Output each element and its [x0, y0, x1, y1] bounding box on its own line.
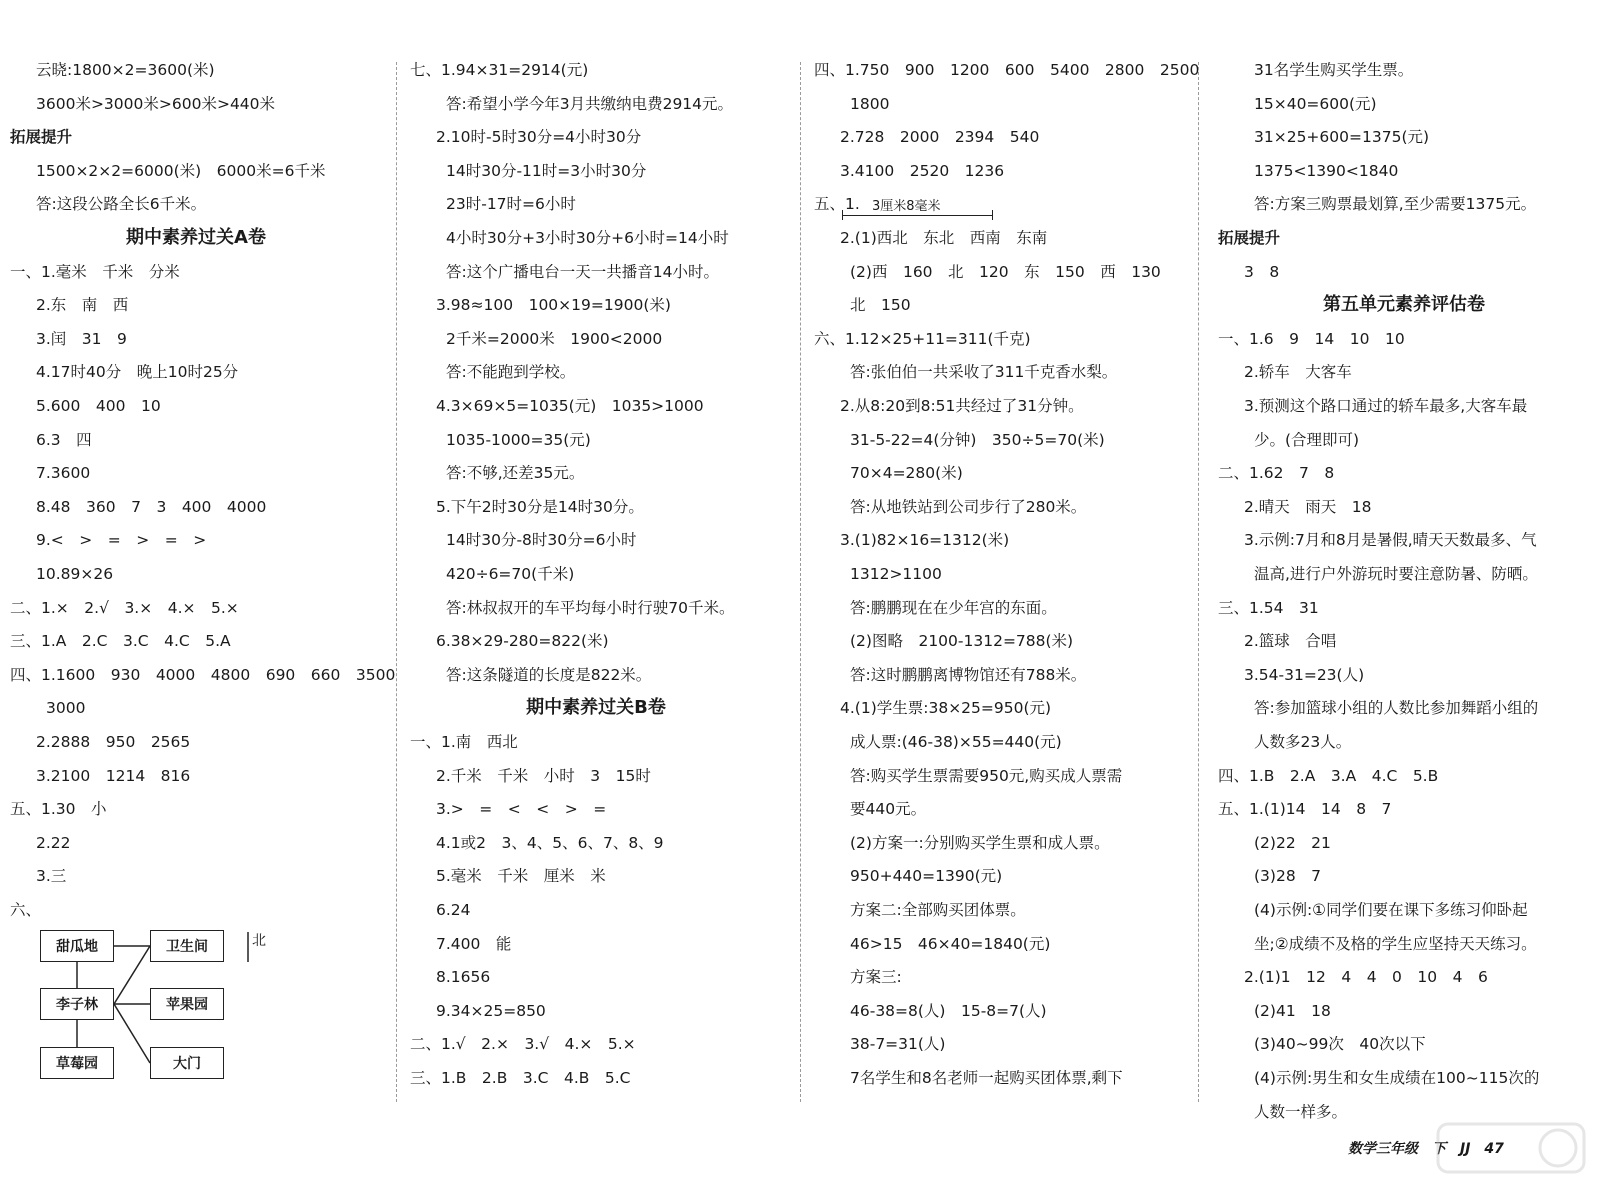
answer-line: 1375<1390<1840 — [1254, 161, 1399, 180]
answer-line: 要440元。 — [850, 800, 927, 819]
answer-line: 8.1656 — [436, 968, 491, 987]
answer-line: 答:购买学生票需要950元,购买成人票需 — [850, 766, 1123, 785]
answer-line: 31名学生购买学生票。 — [1254, 61, 1414, 79]
answer-line: 3.4100 2520 1236 — [840, 161, 1005, 180]
answer-line: 2.22 — [36, 833, 71, 852]
answer-line: 420÷6=70(千米) — [446, 565, 575, 583]
answer-line: 3600米>3000米>600米>440米 — [36, 94, 276, 113]
answer-line: 3.> = < < > = — [436, 800, 607, 819]
answer-line: 950+440=1390(元) — [850, 867, 1003, 886]
answer-line: 成人票:(46-38)×55=440(元) — [850, 733, 1062, 751]
column-divider — [1198, 62, 1199, 1102]
answer-line: 9.< > = > = > — [36, 531, 207, 550]
map-node-melon-field: 甜瓜地 — [40, 930, 114, 962]
answer-line: 答:参加篮球小组的人数比参加舞蹈小组的 — [1254, 699, 1539, 718]
answer-line: 2.千米 千米 小时 3 15时 — [436, 766, 651, 785]
answer-line: 2.轿车 大客车 — [1244, 363, 1352, 382]
answer-line: 3 8 — [1244, 262, 1280, 281]
answer-line: 46-38=8(人) 15-8=7(人) — [850, 1001, 1047, 1020]
answer-line: 2.从8:20到8:51共经过了31分钟。 — [840, 397, 1084, 415]
answer-line: 北 150 — [850, 296, 911, 315]
answer-line: 坐;②成绩不及格的学生应坚持天天练习。 — [1254, 934, 1537, 953]
answer-line: 6.24 — [436, 901, 471, 919]
answer-line: 七、1.94×31=2914(元) — [410, 61, 589, 79]
answer-line: 7.400 能 — [436, 934, 512, 953]
answer-line: 3.三 — [36, 867, 67, 886]
answer-line: 31×25+600=1375(元) — [1254, 128, 1430, 147]
answer-line: 方案二:全部购买团体票。 — [850, 901, 1026, 919]
answer-line: 温高,进行户外游玩时要注意防暑、防晒。 — [1254, 565, 1538, 583]
segment-endpoint — [992, 210, 993, 220]
answer-line: 一、1.南 西北 — [410, 733, 518, 751]
answer-line: 6.3 四 — [36, 430, 92, 449]
answer-line: 四、1.1600 930 4000 4800 690 660 3500 — [10, 665, 396, 684]
answer-column-3 — [804, 0, 1200, 1188]
answer-line: 三、1.B 2.B 3.C 4.B 5.C — [410, 1069, 631, 1087]
answer-line: 10.89×26 — [36, 565, 114, 583]
segment-label: 3厘米8毫米 — [872, 199, 941, 214]
answer-line: 8.48 360 7 3 400 4000 — [36, 497, 267, 516]
answer-line: 答:这段公路全长6千米。 — [36, 195, 207, 214]
answer-line: 3.预测这个路口通过的轿车最多,大客车最 — [1244, 397, 1528, 415]
answer-line: 2.728 2000 2394 540 — [840, 128, 1040, 147]
answer-line: 2.晴天 雨天 18 — [1244, 497, 1372, 516]
answer-line: 5.下午2时30分是14时30分。 — [436, 497, 644, 516]
answer-line: 二、1.√ 2.× 3.√ 4.× 5.× — [410, 1035, 636, 1054]
answer-line: 四、1.750 900 1200 600 5400 2800 2500 — [814, 61, 1200, 79]
answer-line: 五、1.(1)14 14 8 7 — [1218, 800, 1392, 819]
watermark-logo-icon — [1436, 1118, 1586, 1178]
page-footer: 数学三年级 下 JJ 47 — [1348, 1141, 1504, 1157]
answer-line: 38-7=31(人) — [850, 1035, 946, 1054]
section-title: 期中素养过关A卷 — [126, 227, 266, 248]
answer-line: 1800 — [850, 94, 890, 113]
answer-line: 4.17时40分 晚上10时25分 — [36, 363, 239, 382]
answer-line: (3)40~99次 40次以下 — [1254, 1035, 1426, 1054]
answer-line: 2.东 南 西 — [36, 296, 129, 315]
answer-line: 四、1.B 2.A 3.A 4.C 5.B — [1218, 766, 1439, 785]
answer-line: 答:方案三购票最划算,至少需要1375元。 — [1254, 195, 1537, 214]
answer-line: 答:张伯伯一共采收了311千克香水梨。 — [850, 363, 1118, 382]
answer-line: (2)41 18 — [1254, 1001, 1331, 1020]
answer-line: 14时30分-11时=3小时30分 — [446, 161, 647, 180]
answer-line: 答:鹏鹏现在在少年宫的东面。 — [850, 598, 1057, 617]
answer-line: 5.600 400 10 — [36, 397, 161, 415]
answer-line: 70×4=280(米) — [850, 464, 963, 483]
section-heading: 拓展提升 — [10, 128, 73, 147]
column-divider — [800, 62, 801, 1102]
answer-line: 人数多23人。 — [1254, 733, 1352, 751]
section-heading: 拓展提升 — [1218, 229, 1281, 247]
answer-line: 答:这时鹏鹏离博物馆还有788米。 — [850, 665, 1087, 684]
answer-line: 7.3600 — [36, 464, 91, 483]
section-title: 第五单元素养评估卷 — [1323, 294, 1485, 316]
answer-line: 3000 — [46, 699, 86, 718]
answer-line: 一、1.毫米 千米 分米 — [10, 262, 180, 281]
segment-line — [842, 215, 992, 216]
answer-line: 方案三: — [850, 968, 902, 987]
answer-line: 9.34×25=850 — [436, 1001, 546, 1020]
answer-line: (2)西 160 北 120 东 150 西 130 — [850, 262, 1161, 281]
answer-line: (3)28 7 — [1254, 867, 1322, 886]
answer-line: 云晓:1800×2=3600(米) — [36, 61, 215, 79]
answer-line: 2千米=2000米 1900<2000 — [446, 329, 663, 348]
answer-line: 1312>1100 — [850, 565, 942, 583]
answer-line: 答:不能跑到学校。 — [446, 363, 576, 382]
answer-line: 答:林叔叔开的车平均每小时行驶70千米。 — [446, 598, 735, 617]
answer-line: (4)示例:男生和女生成绩在100~115次的 — [1254, 1069, 1540, 1087]
answer-line: 2.(1)西北 东北 西南 东南 — [840, 229, 1048, 247]
answer-line: 1035-1000=35(元) — [446, 430, 591, 449]
answer-line: (4)示例:①同学们要在课下多练习仰卧起 — [1254, 901, 1528, 919]
answer-line: 3.示例:7月和8月是暑假,晴天天数最多、气 — [1244, 531, 1537, 550]
answer-line: 3.2100 1214 816 — [36, 766, 191, 785]
answer-line: (2)图略 2100-1312=788(米) — [850, 632, 1074, 651]
answer-line: 15×40=600(元) — [1254, 94, 1377, 113]
segment-endpoint — [842, 210, 843, 220]
answer-column-2 — [400, 0, 792, 1188]
section-title: 期中素养过关B卷 — [526, 697, 666, 719]
answer-line: (2)方案一:分别购买学生票和成人票。 — [850, 833, 1110, 852]
answer-column-4 — [1208, 0, 1600, 1188]
answer-line: 人数一样多。 — [1254, 1102, 1348, 1121]
answer-line: 答:从地铁站到公司步行了280米。 — [850, 497, 1087, 516]
answer-line: 答:希望小学今年3月共缴纳电费2914元。 — [446, 94, 734, 113]
answer-line: 7名学生和8名老师一起购买团体票,剩下 — [850, 1069, 1123, 1087]
answer-line: 5.毫米 千米 厘米 米 — [436, 867, 606, 886]
answer-line: 4.(1)学生票:38×25=950(元) — [840, 699, 1052, 718]
answer-line: 14时30分-8时30分=6小时 — [446, 531, 637, 550]
answer-line: 二、1.× 2.√ 3.× 4.× 5.× — [10, 598, 239, 617]
answer-line: 2.2888 950 2565 — [36, 733, 191, 751]
answer-line: 4.3×69×5=1035(元) 1035>1000 — [436, 397, 704, 415]
answer-line: 六、1.12×25+11=311(千克) — [814, 329, 1031, 348]
answer-line: 答:这个广播电台一天一共播音14小时。 — [446, 262, 719, 281]
answer-line: 46>15 46×40=1840(元) — [850, 934, 1051, 953]
answer-line: 2.(1)1 12 4 4 0 10 4 6 — [1244, 968, 1488, 987]
answer-line: 2.篮球 合唱 — [1244, 632, 1337, 651]
answer-line: 31-5-22=4(分钟) 350÷5=70(米) — [850, 430, 1105, 449]
answer-line: 6.38×29-280=822(米) — [436, 632, 609, 651]
answer-line: 3.(1)82×16=1312(米) — [840, 531, 1010, 550]
north-indicator: 北 — [252, 933, 266, 949]
map-node-apple-orchard: 苹果园 — [150, 988, 224, 1020]
answer-line: 3.54-31=23(人) — [1244, 665, 1365, 684]
answer-line: 五、1.30 小 — [10, 800, 107, 819]
answer-line: 答:不够,还差35元。 — [446, 464, 585, 483]
answer-line: 二、1.62 7 8 — [1218, 464, 1335, 483]
answer-line: 三、1.54 31 — [1218, 598, 1319, 617]
answer-line: 2.10时-5时30分=4小时30分 — [436, 128, 642, 147]
answer-line: 3.闰 31 9 — [36, 329, 127, 348]
answer-line: 4小时30分+3小时30分+6小时=14小时 — [446, 229, 729, 247]
answer-line: 23时-17时=6小时 — [446, 195, 576, 214]
answer-line: (2)22 21 — [1254, 833, 1331, 852]
map-node-restroom: 卫生间 — [150, 930, 224, 962]
map-node-gate: 大门 — [150, 1047, 224, 1079]
answer-line: 3.98≈100 100×19=1900(米) — [436, 296, 671, 315]
map-node-strawberry-garden: 草莓园 — [40, 1047, 114, 1079]
answer-line: 4.1或2 3、4、5、6、7、8、9 — [436, 833, 664, 852]
answer-line: 六、 — [10, 901, 42, 919]
answer-line: 答:这条隧道的长度是822米。 — [446, 665, 652, 684]
answer-line: 少。(合理即可) — [1254, 430, 1360, 449]
answer-line: 1500×2×2=6000(米) 6000米=6千米 — [36, 161, 326, 180]
map-node-plum-grove: 李子林 — [40, 988, 114, 1020]
answer-line: 一、1.6 9 14 10 10 — [1218, 329, 1405, 348]
answer-line: 五、1. — [814, 195, 860, 214]
answer-line: 三、1.A 2.C 3.C 4.C 5.A — [10, 632, 231, 651]
